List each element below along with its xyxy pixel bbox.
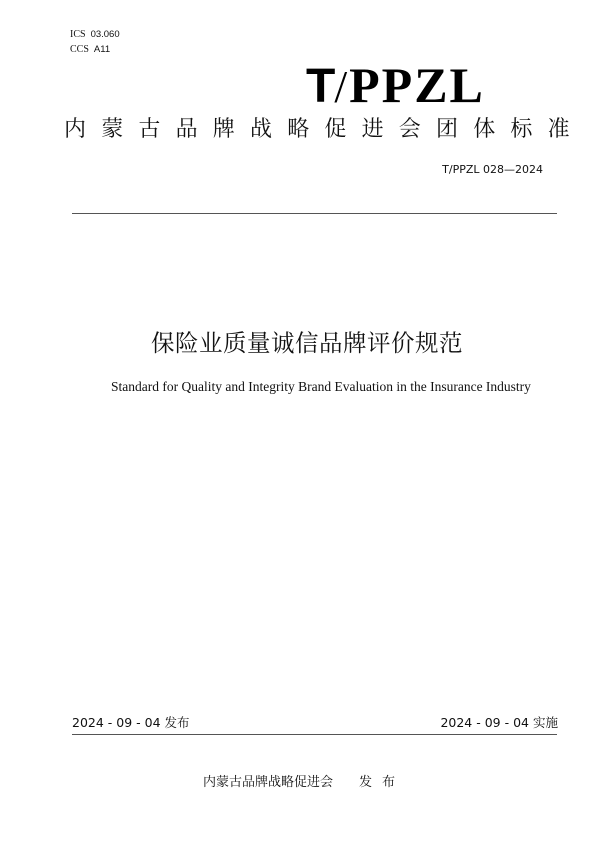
standard-type-letter: T bbox=[306, 60, 335, 113]
document-title-en: Standard for Quality and Integrity Brand Evaluation in the Insurance Industry bbox=[111, 379, 531, 394]
ics-code: 03.060 bbox=[90, 29, 120, 40]
top-divider bbox=[72, 213, 557, 214]
standard-org-code: PPZL bbox=[349, 57, 485, 113]
implementation-date: 2024 - 09 - 04 bbox=[440, 715, 529, 730]
publisher-line bbox=[203, 774, 405, 792]
bottom-divider bbox=[72, 734, 557, 735]
org-standard-title: 内蒙古品牌战略促进会团体标准 bbox=[64, 117, 585, 142]
ics-label: ICS bbox=[70, 29, 86, 40]
publisher-name: 内蒙古品牌战略促进会 bbox=[203, 775, 334, 790]
standard-prefix-slash: / bbox=[334, 61, 348, 112]
document-title-cn: 保险业质量诚信品牌评价规范 bbox=[151, 329, 463, 357]
standard-number: T/PPZL 028—2024 bbox=[442, 163, 543, 176]
ccs-classification bbox=[70, 44, 110, 56]
implementation-label: 实施 bbox=[532, 715, 558, 730]
ccs-code: A11 bbox=[93, 44, 111, 55]
issue-date: 2024 - 09 - 04 bbox=[72, 715, 161, 730]
issue-label: 发布 bbox=[164, 715, 190, 730]
implementation-date-line bbox=[440, 714, 558, 732]
ics-classification bbox=[70, 29, 120, 41]
standard-prefix-logo bbox=[306, 57, 485, 113]
publisher-action: 发布 bbox=[359, 775, 406, 790]
issue-date-line bbox=[72, 714, 190, 732]
ccs-label: CCS bbox=[70, 44, 89, 55]
